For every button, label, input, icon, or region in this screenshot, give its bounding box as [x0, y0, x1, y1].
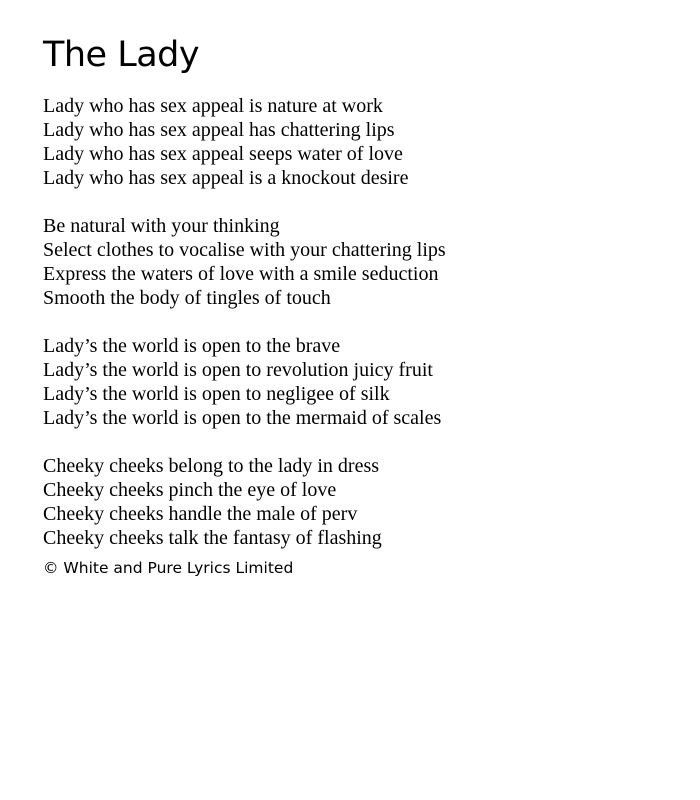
poem-line: Express the waters of love with a smile seduction: [43, 263, 439, 285]
poem-line: Lady’s the world is open to the brave: [43, 335, 341, 357]
copyright-notice: © White and Pure Lyrics Limited: [43, 559, 294, 577]
poem-line: Lady who has sex appeal is a knockout desire: [43, 167, 409, 189]
stanza-1: [43, 94, 683, 190]
poem-line: Lady who has sex appeal has chattering lips: [43, 119, 395, 141]
poem-line: Cheeky cheeks talk the fantasy of flashing: [43, 527, 382, 549]
poem-line: Cheeky cheeks handle the male of perv: [43, 503, 358, 525]
poem-line: Select clothes to vocalise with your chattering lips: [43, 239, 446, 261]
poem-line: Lady’s the world is open to the mermaid of scales: [43, 407, 442, 429]
poem-line: Lady who has sex appeal seeps water of love: [43, 143, 403, 165]
stanza-2: [43, 214, 683, 310]
poem-line: Be natural with your thinking: [43, 215, 280, 237]
document-page: [43, 30, 683, 580]
poem-line: Smooth the body of tingles of touch: [43, 287, 331, 309]
poem-line: Cheeky cheeks pinch the eye of love: [43, 479, 337, 501]
poem-line: Lady who has sex appeal is nature at work: [43, 95, 383, 117]
poem-body: [43, 94, 683, 550]
stanza-4: [43, 454, 683, 550]
stanza-3: [43, 334, 683, 430]
poem-line: Lady’s the world is open to negligee of silk: [43, 383, 390, 405]
poem-line: Cheeky cheeks belong to the lady in dress: [43, 455, 380, 477]
poem-title: The Lady: [43, 35, 200, 75]
poem-line: Lady’s the world is open to revolution juicy fruit: [43, 359, 433, 381]
